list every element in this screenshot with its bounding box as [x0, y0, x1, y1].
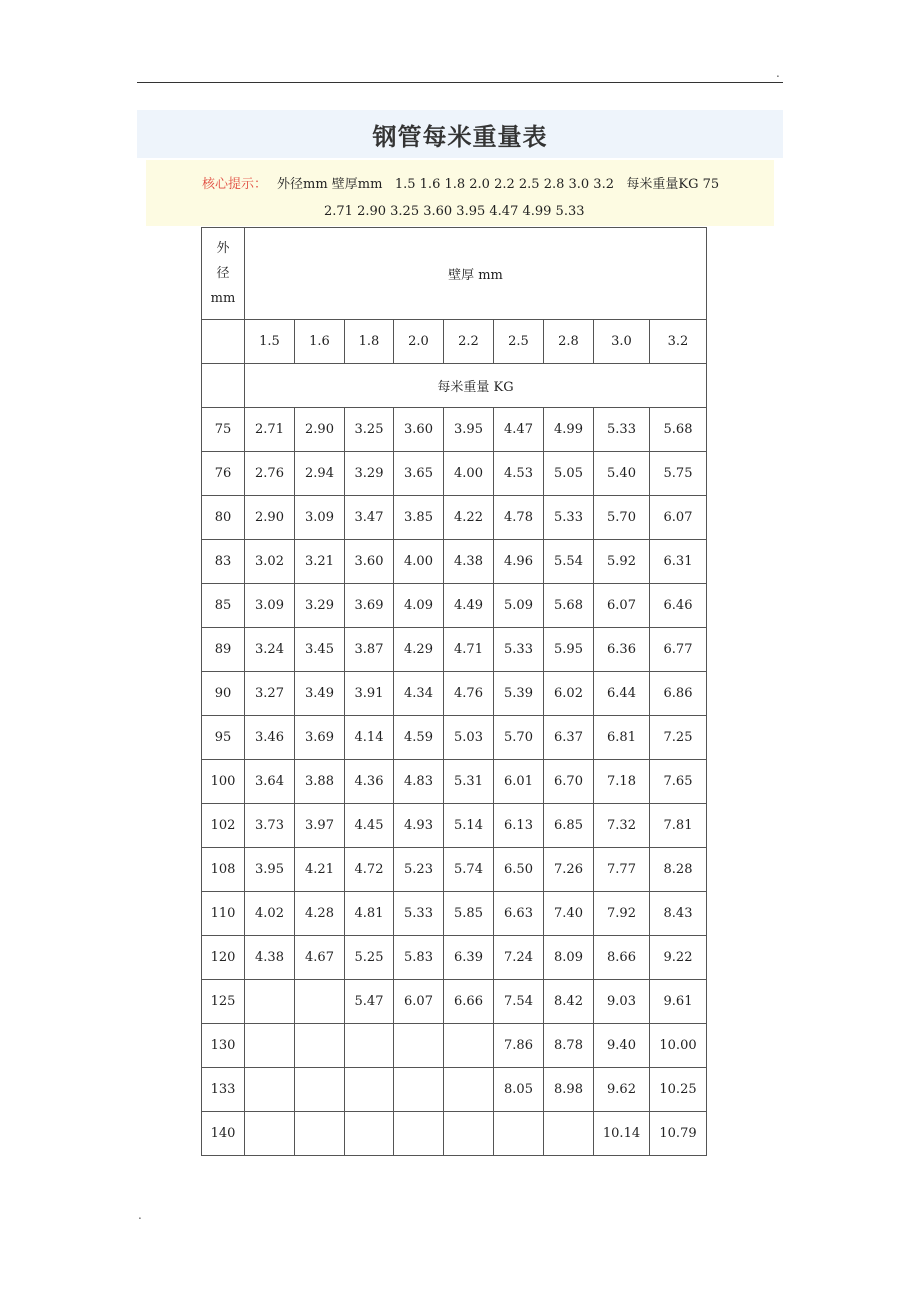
- weight-cell: 3.29: [295, 584, 345, 628]
- weight-cell: 4.34: [394, 672, 444, 716]
- outer-diameter-cell: 100: [202, 760, 245, 804]
- weight-cell: [295, 980, 345, 1024]
- weight-cell: 5.92: [594, 540, 650, 584]
- weight-cell: 4.83: [394, 760, 444, 804]
- thickness-header-cell: 1.8: [345, 320, 394, 364]
- wall-thickness-header: 壁厚 mm: [245, 228, 707, 320]
- weight-cell: 3.60: [394, 408, 444, 452]
- weight-cell: [295, 1112, 345, 1156]
- weight-cell: 4.72: [345, 848, 394, 892]
- thickness-header-cell: 1.5: [245, 320, 295, 364]
- table-row: [202, 760, 707, 804]
- outer-diameter-cell: 133: [202, 1068, 245, 1112]
- outer-diameter-cell: 108: [202, 848, 245, 892]
- weight-cell: 4.53: [494, 452, 544, 496]
- weight-cell: 3.95: [444, 408, 494, 452]
- weight-cell: 4.36: [345, 760, 394, 804]
- weight-cell: 7.40: [544, 892, 594, 936]
- weight-cell: 5.47: [345, 980, 394, 1024]
- weight-cell: 6.01: [494, 760, 544, 804]
- weight-cell: 5.31: [444, 760, 494, 804]
- weight-cell: 3.49: [295, 672, 345, 716]
- weight-cell: 3.27: [245, 672, 295, 716]
- weight-cell: 5.68: [544, 584, 594, 628]
- weight-cell: 5.33: [394, 892, 444, 936]
- od-header-unit: mm: [210, 291, 236, 306]
- thickness-header-cell: 1.6: [295, 320, 345, 364]
- weight-cell: [345, 1112, 394, 1156]
- weight-cell: 9.03: [594, 980, 650, 1024]
- weight-cell: [494, 1112, 544, 1156]
- weight-cell: 6.39: [444, 936, 494, 980]
- weight-cell: 5.54: [544, 540, 594, 584]
- weight-cell: 4.45: [345, 804, 394, 848]
- weight-cell: 9.61: [650, 980, 707, 1024]
- weight-cell: 2.90: [295, 408, 345, 452]
- weight-cell: 4.78: [494, 496, 544, 540]
- weight-cell: 3.60: [345, 540, 394, 584]
- weight-cell: 10.00: [650, 1024, 707, 1068]
- outer-diameter-cell: 90: [202, 672, 245, 716]
- weight-cell: 7.26: [544, 848, 594, 892]
- weight-cell: 6.07: [650, 496, 707, 540]
- weight-cell: 7.54: [494, 980, 544, 1024]
- weight-cell: 6.50: [494, 848, 544, 892]
- weight-cell: 4.38: [245, 936, 295, 980]
- weight-cell: 3.47: [345, 496, 394, 540]
- weight-cell: 4.00: [394, 540, 444, 584]
- header-rule: [137, 82, 783, 83]
- weight-cell: 9.62: [594, 1068, 650, 1112]
- header-mark: .: [776, 66, 780, 80]
- weight-cell: 4.00: [444, 452, 494, 496]
- outer-diameter-cell: 83: [202, 540, 245, 584]
- outer-diameter-cell: 125: [202, 980, 245, 1024]
- weight-cell: 7.92: [594, 892, 650, 936]
- weight-cell: 5.70: [494, 716, 544, 760]
- table-row: [202, 496, 707, 540]
- weight-cell: 5.25: [345, 936, 394, 980]
- weight-per-meter-header: 每米重量 KG: [245, 364, 707, 408]
- weight-cell: 6.13: [494, 804, 544, 848]
- weight-cell: 5.70: [594, 496, 650, 540]
- weight-cell: 6.77: [650, 628, 707, 672]
- weight-cell: [394, 1112, 444, 1156]
- weight-cell: 4.47: [494, 408, 544, 452]
- weight-cell: [394, 1024, 444, 1068]
- table-row: [202, 936, 707, 980]
- weight-cell: 3.29: [345, 452, 394, 496]
- weight-cell: 5.03: [444, 716, 494, 760]
- header-row-thickness: [202, 228, 707, 320]
- weight-cell: 4.29: [394, 628, 444, 672]
- weight-cell: 8.42: [544, 980, 594, 1024]
- weight-cell: 5.33: [594, 408, 650, 452]
- weight-cell: 6.07: [594, 584, 650, 628]
- weight-cell: 5.40: [594, 452, 650, 496]
- weight-cell: 8.66: [594, 936, 650, 980]
- thickness-header-cell: 3.2: [650, 320, 707, 364]
- tip-label: 核心提示：: [202, 177, 268, 192]
- weight-cell: 3.87: [345, 628, 394, 672]
- header-row-weight: [202, 364, 707, 408]
- weight-cell: 7.24: [494, 936, 544, 980]
- weight-cell: 6.37: [544, 716, 594, 760]
- weight-cell: 2.71: [245, 408, 295, 452]
- weight-cell: 4.02: [245, 892, 295, 936]
- weight-cell: [444, 1024, 494, 1068]
- blank-cell: [202, 320, 245, 364]
- weight-cell: [345, 1024, 394, 1068]
- table-row: [202, 452, 707, 496]
- weight-cell: 4.71: [444, 628, 494, 672]
- weight-cell: 5.05: [544, 452, 594, 496]
- weight-cell: 5.23: [394, 848, 444, 892]
- weight-cell: 6.31: [650, 540, 707, 584]
- weight-cell: 6.86: [650, 672, 707, 716]
- weight-cell: 5.33: [494, 628, 544, 672]
- thickness-header-cell: 2.0: [394, 320, 444, 364]
- weight-cell: 3.09: [245, 584, 295, 628]
- weight-cell: 4.49: [444, 584, 494, 628]
- weight-cell: 9.40: [594, 1024, 650, 1068]
- weight-cell: 8.05: [494, 1068, 544, 1112]
- outer-diameter-cell: 130: [202, 1024, 245, 1068]
- table-row: [202, 672, 707, 716]
- outer-diameter-cell: 102: [202, 804, 245, 848]
- weight-cell: 3.25: [345, 408, 394, 452]
- header-row-thickness-values: [202, 320, 707, 364]
- weight-cell: 5.14: [444, 804, 494, 848]
- weight-cell: [444, 1068, 494, 1112]
- weight-cell: 2.76: [245, 452, 295, 496]
- table-row: [202, 1024, 707, 1068]
- weight-cell: 6.46: [650, 584, 707, 628]
- od-header-char-1: 外: [216, 241, 230, 256]
- weight-cell: 5.74: [444, 848, 494, 892]
- weight-cell: 3.97: [295, 804, 345, 848]
- weight-cell: 6.81: [594, 716, 650, 760]
- weight-cell: 3.24: [245, 628, 295, 672]
- weight-cell: 4.96: [494, 540, 544, 584]
- weight-cell: 3.65: [394, 452, 444, 496]
- blank-cell: [202, 364, 245, 408]
- table-row: [202, 628, 707, 672]
- weight-cell: 6.44: [594, 672, 650, 716]
- weight-cell: [295, 1024, 345, 1068]
- weight-cell: 6.07: [394, 980, 444, 1024]
- weight-cell: 10.79: [650, 1112, 707, 1156]
- weight-cell: 8.09: [544, 936, 594, 980]
- table-row: [202, 1068, 707, 1112]
- weight-cell: 9.22: [650, 936, 707, 980]
- tip-line-2: 2.71 2.90 3.25 3.60 3.95 4.47 4.99 5.33: [324, 204, 585, 219]
- weight-cell: 7.32: [594, 804, 650, 848]
- weight-cell: 2.90: [245, 496, 295, 540]
- weight-cell: 6.36: [594, 628, 650, 672]
- weight-cell: 4.21: [295, 848, 345, 892]
- weight-cell: 4.93: [394, 804, 444, 848]
- weight-cell: 4.22: [444, 496, 494, 540]
- weight-cell: 4.38: [444, 540, 494, 584]
- weight-cell: 10.14: [594, 1112, 650, 1156]
- outer-diameter-cell: 95: [202, 716, 245, 760]
- weight-cell: 4.28: [295, 892, 345, 936]
- weight-cell: 5.83: [394, 936, 444, 980]
- weight-cell: [444, 1112, 494, 1156]
- weight-cell: 5.33: [544, 496, 594, 540]
- weight-cell: 8.78: [544, 1024, 594, 1068]
- weight-cell: 3.09: [295, 496, 345, 540]
- weight-cell: 6.70: [544, 760, 594, 804]
- weight-cell: 3.45: [295, 628, 345, 672]
- weight-cell: 3.95: [245, 848, 295, 892]
- weight-cell: 5.09: [494, 584, 544, 628]
- weight-cell: 6.02: [544, 672, 594, 716]
- outer-diameter-cell: 75: [202, 408, 245, 452]
- table-row: [202, 1112, 707, 1156]
- weight-cell: 3.69: [295, 716, 345, 760]
- weight-cell: [295, 1068, 345, 1112]
- tip-line-1: 外径mm 壁厚mm 1.5 1.6 1.8 2.0 2.2 2.5 2.8 3.0 3.2 每米重量KG 75: [277, 177, 720, 192]
- table-row: [202, 980, 707, 1024]
- weight-cell: 4.59: [394, 716, 444, 760]
- weight-cell: [245, 980, 295, 1024]
- weight-cell: 7.77: [594, 848, 650, 892]
- weight-cell: 6.85: [544, 804, 594, 848]
- thickness-header-cell: 2.2: [444, 320, 494, 364]
- weight-cell: 4.67: [295, 936, 345, 980]
- outer-diameter-cell: 89: [202, 628, 245, 672]
- weight-cell: 5.85: [444, 892, 494, 936]
- weight-cell: 2.94: [295, 452, 345, 496]
- weight-cell: 8.43: [650, 892, 707, 936]
- weight-cell: 3.85: [394, 496, 444, 540]
- title-band: [137, 110, 783, 158]
- weight-cell: 3.73: [245, 804, 295, 848]
- od-header-char-2: 径: [216, 266, 230, 281]
- page-title: 钢管每米重量表: [372, 122, 548, 151]
- weight-cell: [345, 1068, 394, 1112]
- table-row: [202, 848, 707, 892]
- weight-cell: [245, 1024, 295, 1068]
- table-row: [202, 892, 707, 936]
- thickness-header-cell: 2.5: [494, 320, 544, 364]
- weight-cell: 3.21: [295, 540, 345, 584]
- outer-diameter-cell: 120: [202, 936, 245, 980]
- weight-cell: 7.25: [650, 716, 707, 760]
- weight-cell: 4.14: [345, 716, 394, 760]
- weight-cell: [544, 1112, 594, 1156]
- weight-cell: [245, 1068, 295, 1112]
- thickness-header-cell: 3.0: [594, 320, 650, 364]
- weight-cell: 10.25: [650, 1068, 707, 1112]
- weight-cell: 5.68: [650, 408, 707, 452]
- footer-mark: .: [138, 1208, 142, 1222]
- core-tip-box: [146, 160, 774, 226]
- weight-cell: 3.64: [245, 760, 295, 804]
- weight-cell: 4.09: [394, 584, 444, 628]
- weight-cell: 7.81: [650, 804, 707, 848]
- weight-cell: 4.81: [345, 892, 394, 936]
- weight-cell: 4.76: [444, 672, 494, 716]
- weight-cell: 8.28: [650, 848, 707, 892]
- outer-diameter-header: [202, 228, 245, 320]
- weight-cell: [394, 1068, 444, 1112]
- weight-cell: 3.91: [345, 672, 394, 716]
- table-row: [202, 716, 707, 760]
- outer-diameter-cell: 85: [202, 584, 245, 628]
- weight-cell: 5.95: [544, 628, 594, 672]
- outer-diameter-cell: 76: [202, 452, 245, 496]
- outer-diameter-cell: 110: [202, 892, 245, 936]
- table-row: [202, 804, 707, 848]
- outer-diameter-cell: 140: [202, 1112, 245, 1156]
- weight-cell: 5.75: [650, 452, 707, 496]
- weight-cell: 7.65: [650, 760, 707, 804]
- weight-cell: [245, 1112, 295, 1156]
- weight-cell: 7.86: [494, 1024, 544, 1068]
- weight-cell: 3.02: [245, 540, 295, 584]
- table-row: [202, 540, 707, 584]
- table-row: [202, 408, 707, 452]
- weight-cell: 3.46: [245, 716, 295, 760]
- weight-cell: 6.66: [444, 980, 494, 1024]
- weight-cell: 3.88: [295, 760, 345, 804]
- weight-cell: 3.69: [345, 584, 394, 628]
- weight-cell: 6.63: [494, 892, 544, 936]
- weight-cell: 5.39: [494, 672, 544, 716]
- weight-cell: 8.98: [544, 1068, 594, 1112]
- steel-pipe-weight-table: [201, 227, 707, 1156]
- thickness-header-cell: 2.8: [544, 320, 594, 364]
- table-row: [202, 584, 707, 628]
- weight-cell: 7.18: [594, 760, 650, 804]
- outer-diameter-cell: 80: [202, 496, 245, 540]
- weight-cell: 4.99: [544, 408, 594, 452]
